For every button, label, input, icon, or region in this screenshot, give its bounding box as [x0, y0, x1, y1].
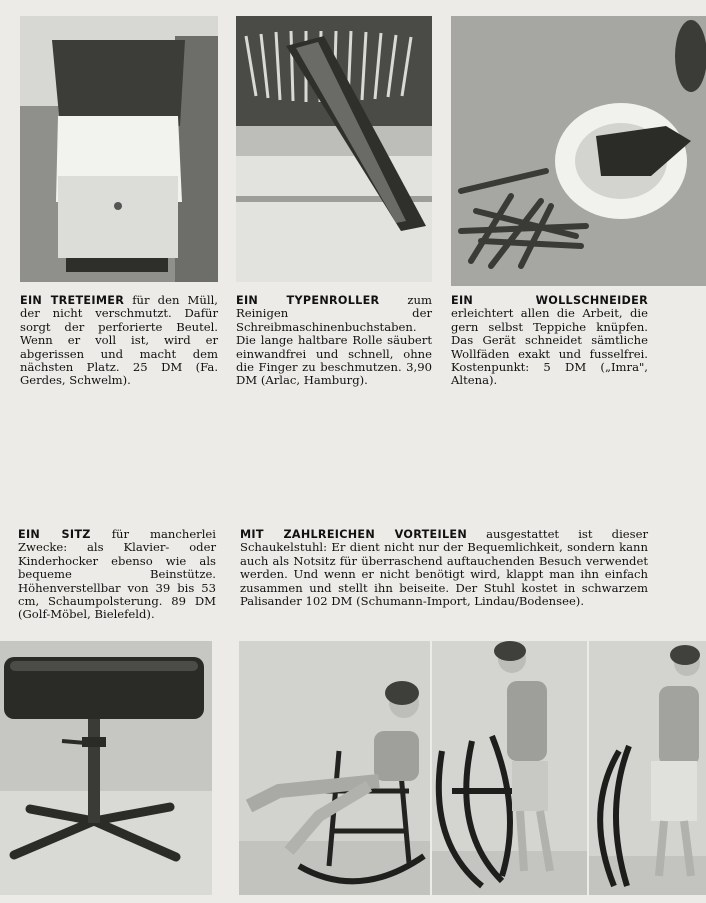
schaukelstuhl-photo-folded	[589, 641, 706, 895]
treteimer-lead: EIN TRETEIMER	[20, 294, 125, 307]
wollschneider-photo	[451, 16, 706, 286]
sitz-photo	[0, 641, 212, 895]
schaukelstuhl-lead: MIT ZAHLREICHEN VORTEILEN	[240, 528, 467, 541]
schaukelstuhl-photo-folding	[432, 641, 587, 895]
sitz-caption	[18, 528, 216, 622]
typenroller-photo	[236, 16, 432, 282]
sitz-lead: EIN SITZ	[18, 528, 91, 541]
wollschneider-body: erleichtert allen die Arbeit, die gern selbst Teppiche knüpfen. Das Gerät schneidet sämtliche Wollfäden exakt und fusselfrei. Kostenpunkt: 5 DM („Imra", Altena).	[451, 306, 648, 388]
schaukelstuhl-body: ausgestattet ist dieser Schaukelstuhl: Er dient nicht nur der Bequemlichkeit, sondern kann auch als Notsitz für überraschend auftauchenden Besuch verwendet werden. Und wenn er nicht benötigt wird, klappt man ihn einfach zusammen und stellt ihn beiseite. Der Stuhl kostet in schwarzem Palisander 102 DM (Schumann-Import, Lindau/Bodensee).	[240, 527, 648, 609]
typenroller-lead: EIN TYPENROLLER	[236, 294, 380, 307]
typenroller-body: zum Reinigen der Schreibmaschinenbuchstaben. Die lange haltbare Rolle säubert einwandfrei und schnell, ohne die Finger zu beschmutzen. 3,90 DM (Arlac, Hamburg).	[236, 293, 432, 388]
treteimer-body: für den Müll, der nicht verschmutzt. Dafür sorgt der perforierte Beutel. Wenn er voll ist, wird er abgerissen und macht dem nächsten Platz. 25 DM (Fa. Gerdes, Schwelm).	[20, 293, 218, 388]
sitz-body: für mancherlei Zwecke: als Klavier- oder Kinderhocker ebenso wie als bequeme Beinstütze. Höhenverstellbar von 39 bis 53 cm, Schaumpolsterung. 89 DM (Golf-Möbel, Bielefeld).	[18, 527, 216, 622]
treteimer-caption	[20, 294, 218, 388]
wollschneider-lead: EIN WOLLSCHNEIDER	[451, 294, 648, 307]
schaukelstuhl-photo-sitting	[239, 641, 430, 895]
wollschneider-caption	[451, 294, 648, 388]
treteimer-photo	[20, 16, 218, 282]
typenroller-caption	[236, 294, 432, 388]
schaukelstuhl-caption	[240, 528, 648, 608]
